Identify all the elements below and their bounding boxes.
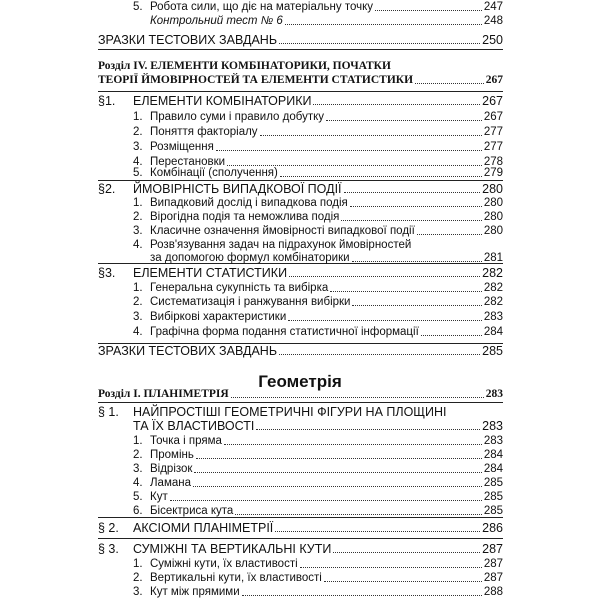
entry-title: за допомогою формул комбінаторики — [150, 252, 350, 264]
entry-number: § 2. — [98, 521, 119, 535]
leader-dots — [196, 457, 482, 459]
entry-title: Точка і пряма — [150, 435, 222, 447]
separator-rule — [98, 402, 503, 403]
entry-number: 4. — [133, 156, 143, 168]
entry-title: Графічна форма подання статистичної інформації — [150, 326, 419, 338]
entry-number: 4. — [133, 239, 143, 251]
leader-dots — [279, 353, 480, 355]
entry-title: Випадковий дослід і випадкова подія — [150, 197, 348, 209]
entry-page: 284 — [483, 326, 503, 338]
entry-page: 280 — [483, 197, 503, 209]
leader-dots — [256, 428, 480, 430]
entry-number: 6. — [133, 505, 143, 517]
leader-dots — [352, 260, 482, 262]
entry-number: 3. — [133, 225, 143, 237]
entry-page: 281 — [483, 252, 503, 264]
entry-page: 278 — [483, 156, 503, 168]
entry-page: 286 — [482, 521, 503, 535]
separator-rule — [98, 49, 503, 50]
leader-dots — [324, 580, 482, 582]
entry-title: Генеральна сукупність та вибірка — [150, 282, 329, 294]
leader-dots — [260, 134, 482, 136]
entry-number: § 1. — [98, 405, 119, 419]
entry-number: 3. — [133, 141, 143, 153]
entry-page: 279 — [483, 167, 503, 179]
entry-number: 4. — [133, 326, 143, 338]
entry-page: 285 — [483, 505, 503, 517]
entry-number: 2. — [133, 211, 143, 223]
entry-page: 277 — [483, 126, 503, 138]
leader-dots — [235, 513, 482, 515]
leader-dots — [194, 471, 481, 473]
separator-rule — [98, 538, 503, 539]
entry-number: §1. — [98, 94, 116, 108]
entry-title: Вірогідна подія та неможлива подія — [150, 211, 340, 223]
entry-title: Контрольний тест № 6 — [150, 15, 283, 27]
entry-title: Розміщення — [150, 141, 214, 153]
entry-number: 5. — [133, 1, 143, 13]
entry-page: 247 — [483, 1, 503, 13]
entry-title: Вертикальні кути, їх властивості — [150, 572, 322, 584]
leader-dots — [242, 594, 482, 596]
entry-title: Поняття факторіалу — [150, 126, 258, 138]
entry-page: 283 — [483, 435, 503, 447]
entry-title: Розділ IV. ЕЛЕМЕНТИ КОМБІНАТОРИКИ, ПОЧАТКИ — [98, 60, 391, 72]
separator-rule — [98, 91, 503, 92]
entry-number: 5. — [133, 167, 143, 179]
entry-title: АКСІОМИ ПЛАНІМЕТРІЇ — [133, 521, 274, 535]
entry-number: §3. — [98, 266, 116, 280]
entry-title: ТА ЇХ ВЛАСТИВОСТІ — [133, 419, 255, 433]
leader-dots — [231, 396, 484, 398]
entry-title: ЙМОВІРНІСТЬ ВИПАДКОВОЇ ПОДІЇ — [133, 182, 342, 196]
leader-dots — [417, 233, 482, 235]
entry-title: Перестановки — [150, 156, 226, 168]
entry-title: Класичне означення ймовірності випадкової події — [150, 225, 415, 237]
leader-dots — [375, 9, 482, 11]
entry-page: 267 — [485, 74, 503, 86]
leader-dots — [352, 304, 481, 306]
entry-page: 284 — [483, 463, 503, 475]
entry-page: 283 — [485, 388, 503, 400]
leader-dots — [279, 42, 480, 44]
entry-title: НАЙПРОСТІШІ ГЕОМЕТРИЧНІ ФІГУРИ НА ПЛОЩИНІ — [133, 405, 447, 419]
leader-dots — [288, 319, 482, 321]
entry-number: 5. — [133, 491, 143, 503]
entry-number: 2. — [133, 126, 143, 138]
entry-title: ТЕОРІЇ ЙМОВІРНОСТЕЙ ТА ЕЛЕМЕНТИ СТАТИСТИКИ — [98, 74, 414, 86]
leader-dots — [300, 566, 482, 568]
entry-title: ЗРАЗКИ ТЕСТОВИХ ЗАВДАНЬ — [98, 344, 278, 358]
entry-number: 1. — [133, 558, 143, 570]
section-heading: Геометрія — [258, 372, 342, 391]
leader-dots — [224, 443, 482, 445]
leader-dots — [170, 499, 482, 501]
leader-dots — [333, 551, 480, 553]
entry-title: Правило суми і правило добутку — [150, 111, 325, 123]
leader-dots — [415, 82, 484, 84]
entry-title: Відрізок — [150, 463, 193, 475]
entry-title: ЕЛЕМЕНТИ СТАТИСТИКИ — [133, 266, 288, 280]
leader-dots — [344, 191, 481, 193]
separator-rule — [98, 180, 503, 181]
entry-title: Комбінації (сполучення) — [150, 167, 278, 179]
entry-number: § 3. — [98, 542, 119, 556]
leader-dots — [350, 205, 482, 207]
entry-title: Суміжні кути, їх властивості — [150, 558, 298, 570]
entry-title: Розділ І. ПЛАНІМЕТРІЯ — [98, 388, 229, 400]
entry-title: Бісектриса кута — [150, 505, 234, 517]
entry-page: 287 — [483, 572, 503, 584]
entry-page: 277 — [483, 141, 503, 153]
entry-number: 1. — [133, 435, 143, 447]
entry-title: ЕЛЕМЕНТИ КОМБІНАТОРИКИ — [133, 94, 312, 108]
entry-page: 284 — [483, 449, 503, 461]
entry-title: Робота сили, що діє на матеріальну точку — [150, 1, 374, 13]
entry-page: 282 — [483, 296, 503, 308]
leader-dots — [326, 119, 482, 121]
entry-title: Систематизація і ранжування вибірки — [150, 296, 351, 308]
entry-page: 287 — [483, 558, 503, 570]
entry-number: 2. — [133, 449, 143, 461]
entry-number: 2. — [133, 572, 143, 584]
entry-title: Кут між прямими — [150, 586, 240, 598]
entry-page: 280 — [482, 182, 503, 196]
entry-page: 285 — [482, 344, 503, 358]
leader-dots — [421, 334, 482, 336]
entry-page: 250 — [482, 33, 503, 47]
entry-page: 282 — [483, 282, 503, 294]
entry-page: 282 — [482, 266, 503, 280]
entry-number: §2. — [98, 182, 116, 196]
entry-number: 1. — [133, 282, 143, 294]
entry-page: 283 — [482, 419, 503, 433]
entry-number: 3. — [133, 586, 143, 598]
entry-page: 280 — [483, 225, 503, 237]
entry-page: 280 — [483, 211, 503, 223]
entry-page: 267 — [482, 94, 503, 108]
leader-dots — [193, 485, 482, 487]
leader-dots — [285, 23, 482, 25]
leader-dots — [216, 149, 482, 151]
entry-title: Ламана — [150, 477, 191, 489]
leader-dots — [289, 275, 480, 277]
leader-dots — [341, 219, 481, 221]
entry-title: Вибіркові характеристики — [150, 311, 287, 323]
entry-page: 285 — [483, 491, 503, 503]
entry-title: Кут — [150, 491, 168, 503]
entry-number: 3. — [133, 311, 143, 323]
entry-number: 2. — [133, 296, 143, 308]
entry-number: 4. — [133, 477, 143, 489]
entry-number: 1. — [133, 111, 143, 123]
entry-title: Розв'язування задач на підрахунок ймовірностей — [150, 239, 412, 251]
leader-dots — [313, 103, 480, 105]
leader-dots — [330, 290, 482, 292]
entry-page: 248 — [483, 15, 503, 27]
entry-page: 267 — [483, 111, 503, 123]
leader-dots — [280, 175, 482, 177]
entry-page: 283 — [483, 311, 503, 323]
entry-page: 285 — [483, 477, 503, 489]
entry-number: 1. — [133, 197, 143, 209]
entry-title: ЗРАЗКИ ТЕСТОВИХ ЗАВДАНЬ — [98, 33, 278, 47]
entry-page: 287 — [482, 542, 503, 556]
entry-number: 3. — [133, 463, 143, 475]
entry-page: 288 — [483, 586, 503, 598]
entry-title: Промінь — [150, 449, 194, 461]
entry-title: СУМІЖНІ ТА ВЕРТИКАЛЬНІ КУТИ — [133, 542, 332, 556]
leader-dots — [275, 530, 480, 532]
